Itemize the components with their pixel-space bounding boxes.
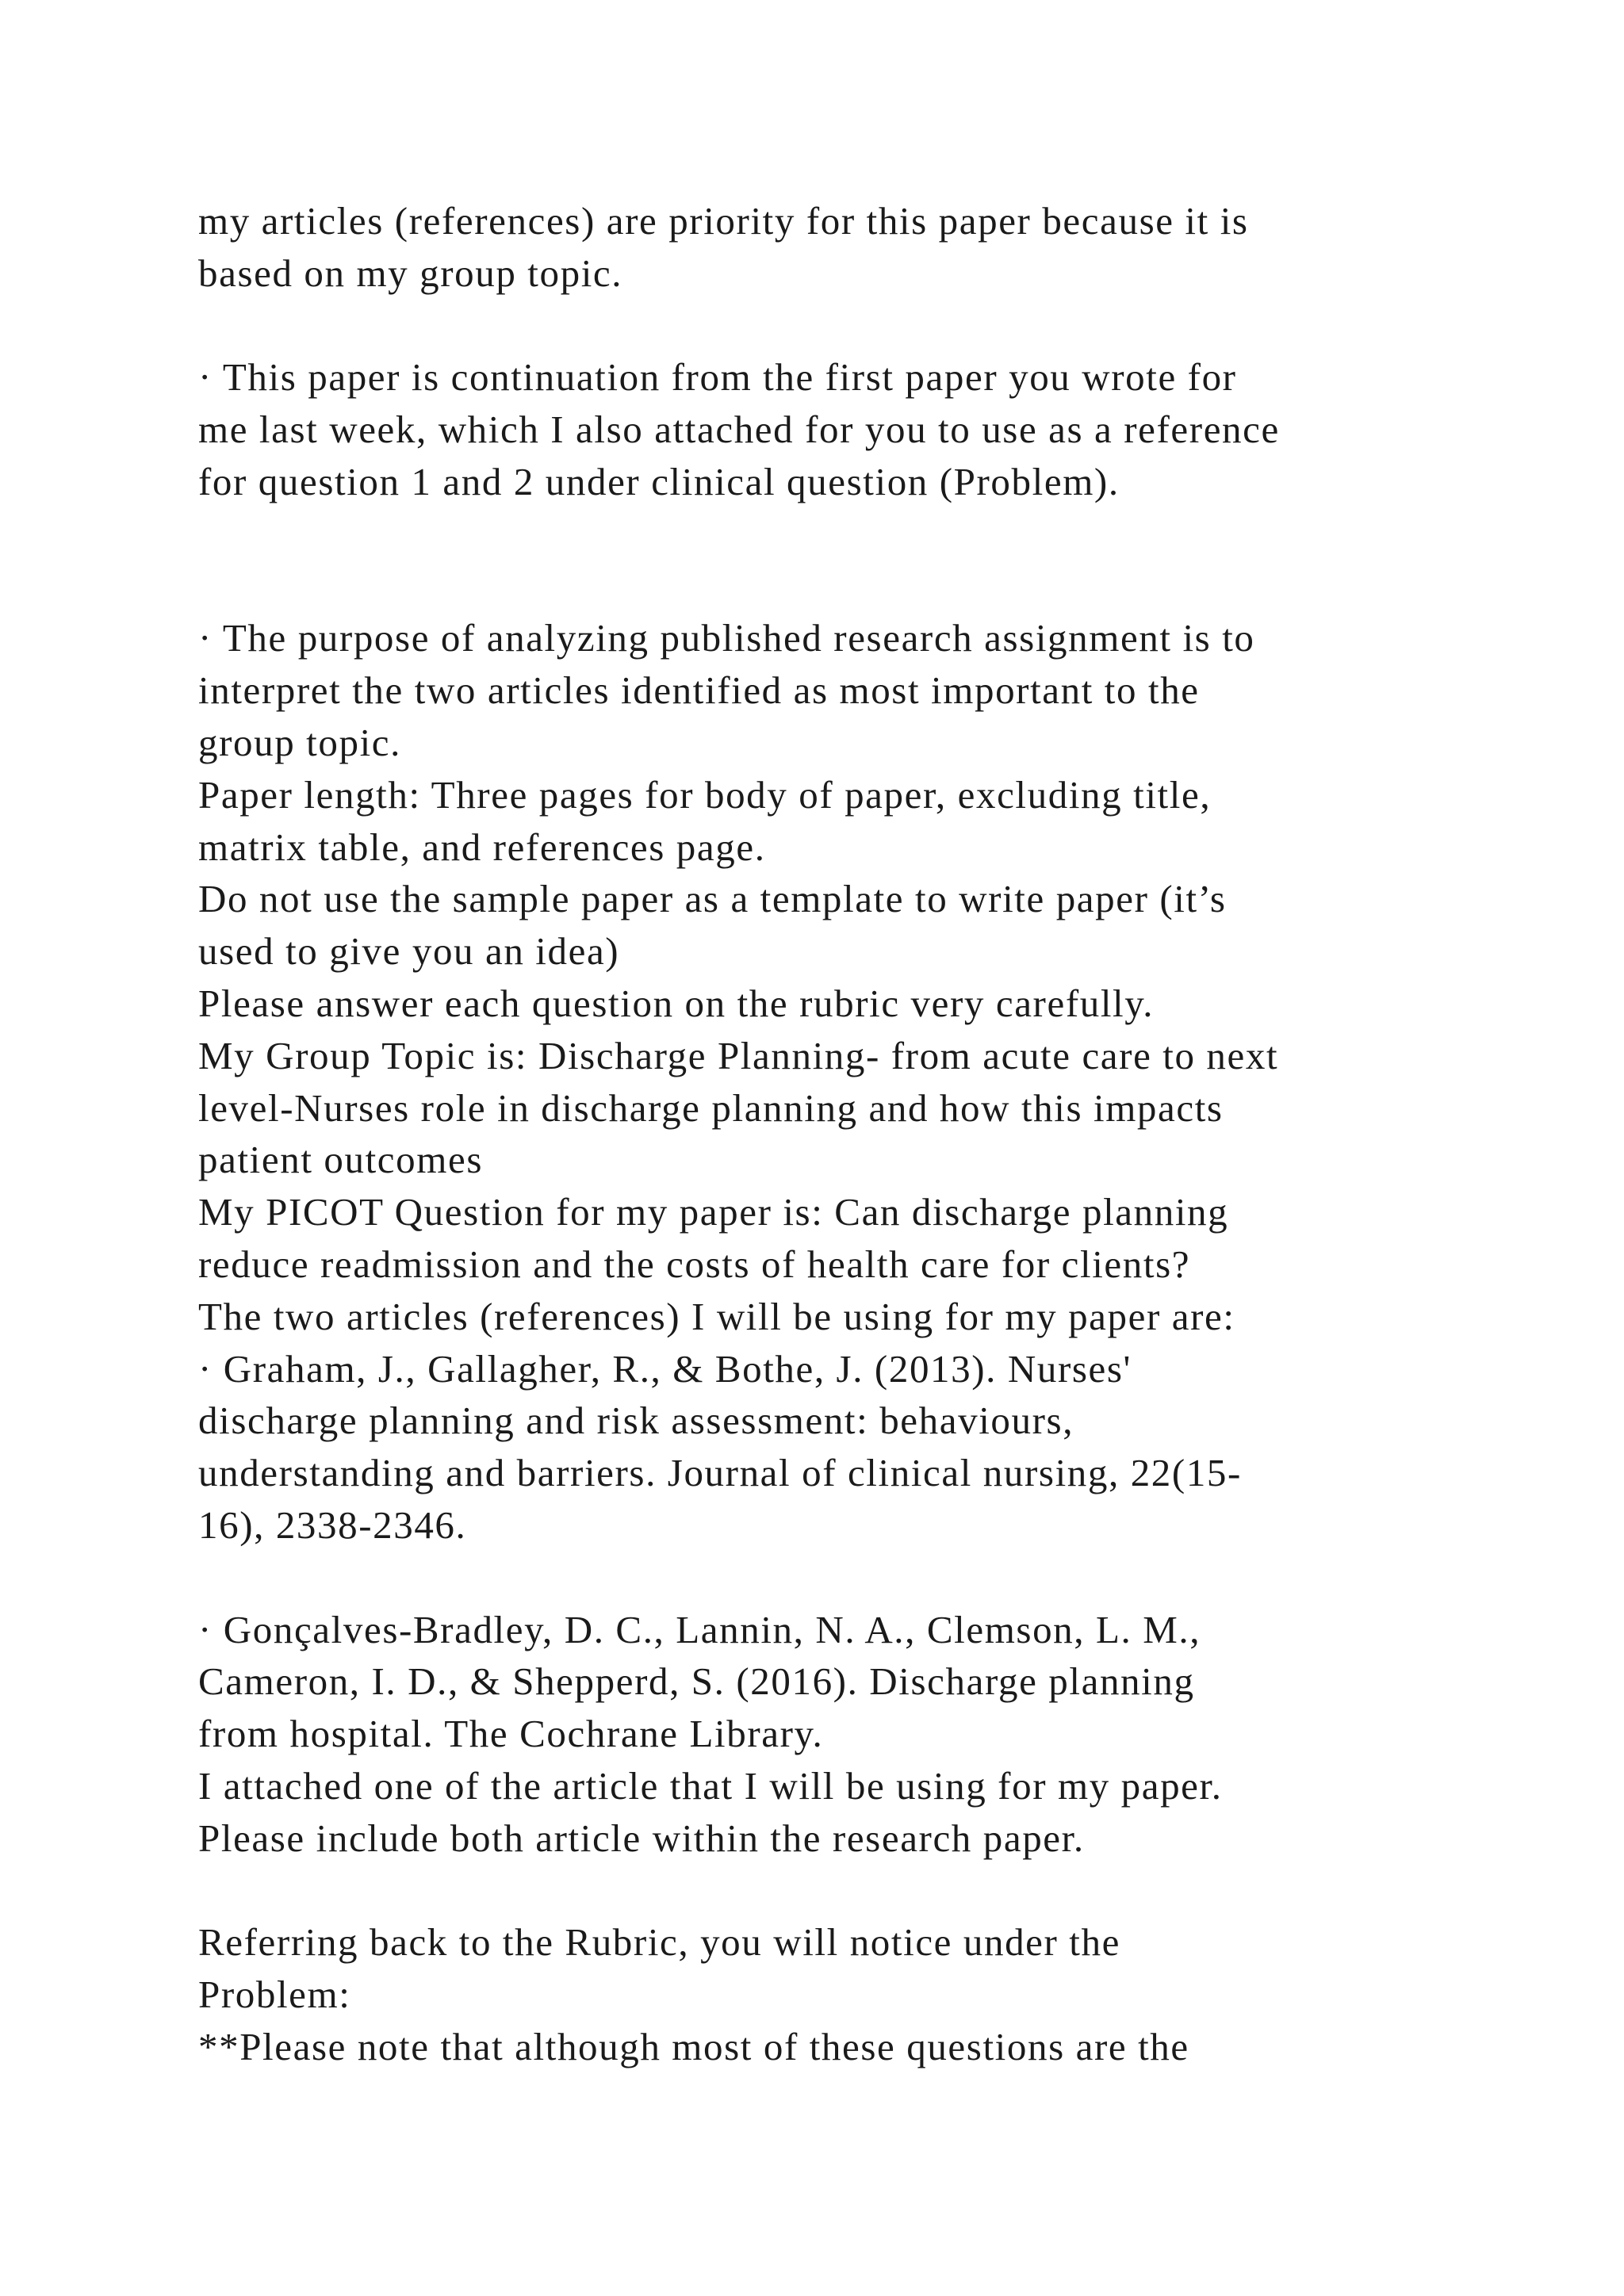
text-line: Problem: [198,1973,351,2017]
text-line: Cameron, I. D., & Shepperd, S. (2016). Discharge planning [198,1659,1195,1704]
text-line: based on my group topic. [198,251,623,295]
text-line: patient outcomes [198,1138,483,1182]
text-line: Please answer each question on the rubric very carefully. [198,981,1155,1025]
text-line: matrix table, and references page. [198,825,766,869]
text-line: discharge planning and risk assessment: behaviours, [198,1399,1074,1443]
text-line: · This paper is continuation from the first paper you wrote for [198,355,1237,400]
text-line: My PICOT Question for my paper is: Can discharge planning [198,1190,1229,1234]
text-line: Do not use the sample paper as a template to write paper (it’s [198,877,1227,921]
text-line: Please include both article within the research paper. [198,1816,1085,1860]
text-line: for question 1 and 2 under clinical question (Problem). [198,459,1120,503]
text-line: understanding and barriers. Journal of clinical nursing, 22(15- [198,1451,1242,1495]
text-line: My Group Topic is: Discharge Planning- from acute care to next [198,1033,1279,1077]
text-line: reduce readmission and the costs of health care for clients? [198,1242,1191,1286]
text-line: Referring back to the Rubric, you will notice under the [198,1920,1120,1965]
text-line: my articles (references) are priority for this paper because it is [198,199,1249,243]
text-line: · Gonçalves-Bradley, D. C., Lannin, N. A., Clemson, L. M., [198,1607,1201,1651]
text-line: The two articles (references) I will be using for my paper are: [198,1294,1235,1338]
text-line: I attached one of the article that I will be using for my paper. [198,1763,1223,1808]
text-line: me last week, which I also attached for you to use as a reference [198,408,1280,452]
text-line: from hospital. The Cochrane Library. [198,1712,824,1756]
blank-line [198,1552,1546,1604]
text-line: interpret the two articles identified as most important to the [198,668,1200,713]
text-line: used to give you an idea) [198,929,620,974]
blank-line [198,508,1546,561]
text-line: group topic. [198,720,401,764]
blank-line [198,1865,1546,1917]
text-line: level-Nurses role in discharge planning and how this impacts [198,1085,1224,1130]
document-body [198,195,1546,2073]
text-line: · The purpose of analyzing published research assignment is to [198,616,1255,660]
text-line: **Please note that although most of these questions are the [198,2024,1189,2068]
text-line: Paper length: Three pages for body of paper, excluding title, [198,772,1212,817]
text-line: 16), 2338-2346. [198,1502,467,1547]
blank-line [198,300,1546,352]
blank-line [198,561,1546,613]
text-line: · Graham, J., Gallagher, R., & Bothe, J. (2013). Nurses' [198,1346,1132,1391]
